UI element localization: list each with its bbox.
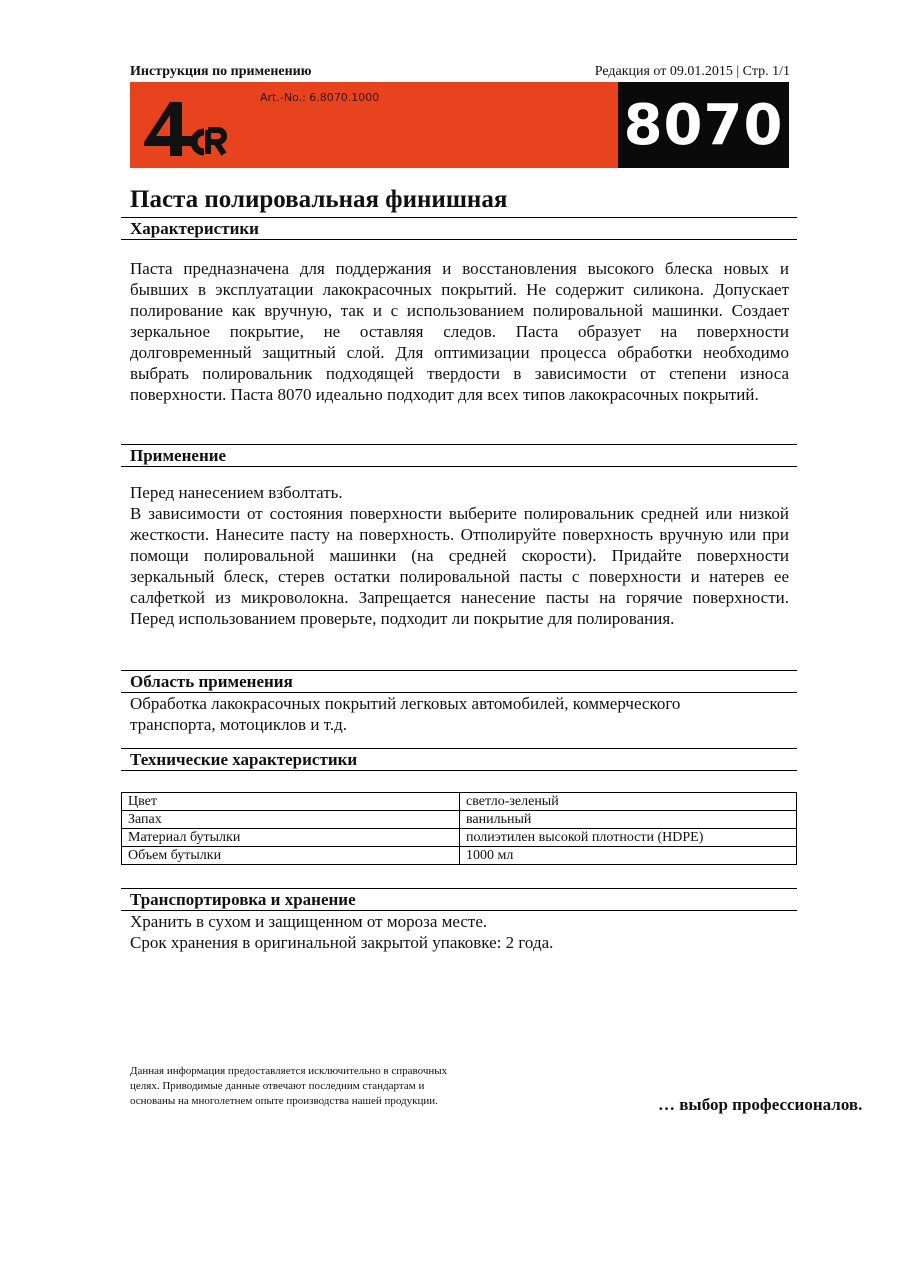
table-cell-key: Материал бутылки (122, 829, 460, 847)
product-banner (130, 82, 789, 168)
section-heading-scope (121, 670, 797, 693)
section-heading-storage (121, 888, 797, 911)
table-cell-value: светло-зеленый (460, 793, 797, 811)
scope-paragraph: Обработка лакокрасочных покрытий легковых автомобилей, коммерческого транспорта, мотоциклов и т.д. (130, 694, 681, 734)
table-cell-value: полиэтилен высокой плотности (HDPE) (460, 829, 797, 847)
table-cell-key: Запах (122, 811, 460, 829)
revision-label: Редакция от 09.01.2015 | Стр. 1/1 (594, 64, 790, 79)
table-row (122, 829, 797, 847)
section-heading-technical (121, 748, 797, 771)
section-heading-label: Технические характеристики (130, 750, 358, 769)
section-heading-label: Характеристики (130, 219, 259, 238)
technical-table (121, 792, 797, 865)
storage-line1: Хранить в сухом и защищенном от мороза месте. (130, 912, 488, 931)
article-number: Art.-No.: 6.8070.1000 (260, 91, 380, 104)
banner-black-block (618, 82, 789, 168)
characteristics-paragraph: Паста предназначена для поддержания и восстановления высокого блеска новых и бывших в эксплуатации лакокрасочных покрытий. Не содержит силикона. Допускает полирование как вручную, так и с использованием полировальной машинки. Создает зеркальное покрытие, не оставляя следов. Паста образует на поверхности долговременный защитный слой. Для оптимизации процесса обработки необходимо выбрать полировальник подходящей твердости в зависимости от степени износа поверхности. Паста 8070 идеально подходит для всех типов лакокрасочных покрытий. (130, 259, 789, 404)
section-heading-label: Транспортировка и хранение (130, 890, 356, 909)
storage-line2: Срок хранения в оригинальной закрытой упаковке: 2 года. (130, 933, 554, 952)
banner-red-block (130, 82, 618, 168)
footer-disclaimer: Данная информация предоставляется исключительно в справочных целях. Приводимые данные отвечают последним стандартам и основаны на многолетнем опыте производства нашей продукции. (130, 1065, 448, 1107)
footer-slogan: … выбор профессионалов. (658, 1095, 863, 1114)
table-row (122, 811, 797, 829)
characteristics-text (130, 258, 789, 405)
table-cell-value: ванильный (460, 811, 797, 829)
table-cell-key: Цвет (122, 793, 460, 811)
section-heading-application (121, 444, 797, 467)
table-cell-value: 1000 мл (460, 847, 797, 865)
application-text (130, 482, 789, 629)
section-heading-label: Применение (130, 446, 227, 465)
document-header-line (130, 64, 790, 84)
storage-text (130, 911, 789, 953)
application-line1: Перед нанесением взболтать. (130, 483, 343, 502)
table-cell-key: Объем бутылки (122, 847, 460, 865)
table-row (122, 793, 797, 811)
application-paragraph: В зависимости от состояния поверхности выберите полировальник средней или низкой жесткости. Нанесите пасту на поверхность. Отполируйте поверхность вручную или при помощи полировальной машинки (на средней скорости). Придайте поверхности зеркальный блеск, стерев остатки полировальной пасты с поверхности и натерев ее салфеткой из микроволокна. Запрещается нанесение пасты на горячие поверхности. Перед использованием проверьте, подходит ли покрытие для полирования. (130, 504, 789, 628)
doc-type-label: Инструкция по применению (130, 64, 312, 79)
section-heading-label: Область применения (130, 672, 293, 691)
page-title: Паста полировальная финишная (130, 186, 508, 213)
table-row (122, 847, 797, 865)
product-number: 8070 (623, 92, 784, 158)
brand-logo (142, 94, 232, 160)
section-heading-characteristics (121, 217, 797, 240)
scope-text (130, 693, 750, 735)
